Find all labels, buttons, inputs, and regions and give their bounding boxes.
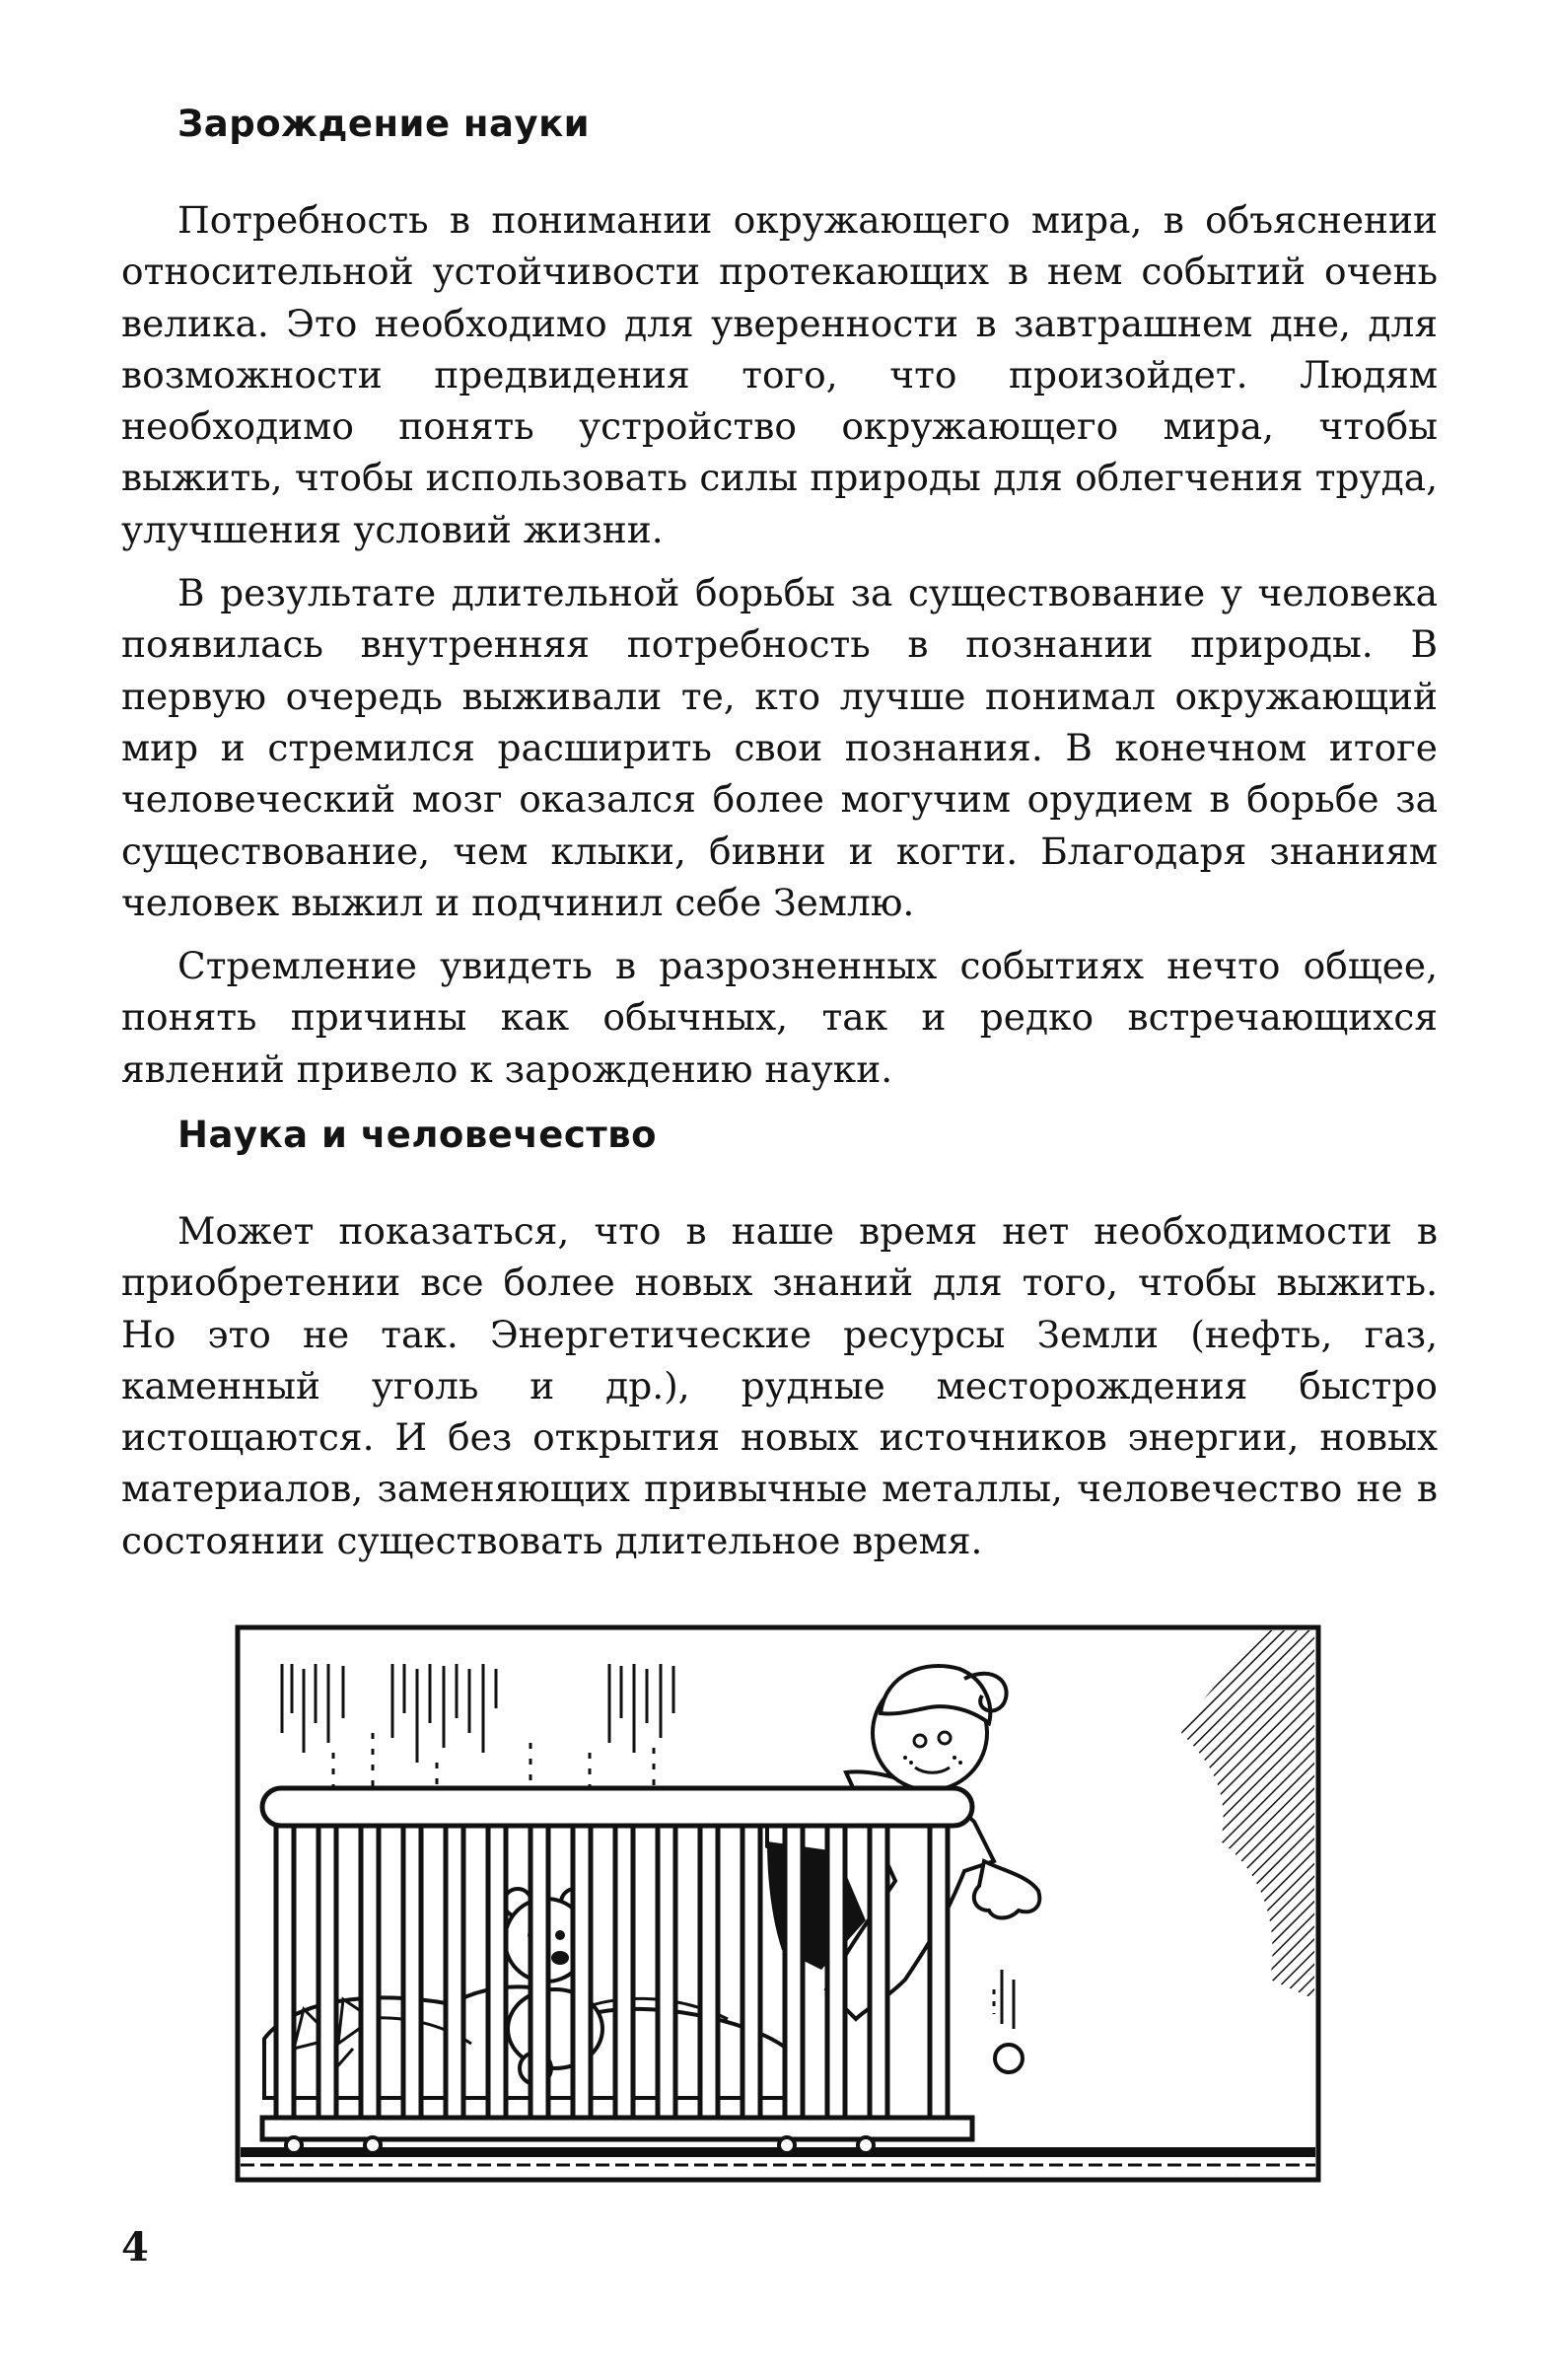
page-number: 4 [121, 2224, 149, 2271]
paragraph: Может показаться, что в наше время нет необходимости в приобретении все более новых знаний для того, чтобы выжить. Но это не так. Энергетические ресурсы Земли (нефть, газ, каменный уголь и др.), рудные месторождения быстро истощаются. И без открытия новых источников энергии, новых материалов, заменяющих привычные металлы, человечество не в состоянии существовать длительное время. [121, 1209, 1438, 1562]
crib-drawing [235, 1624, 1321, 2183]
section-body-science-and-humanity [121, 1205, 1438, 1566]
illustration-child-in-crib [235, 1624, 1321, 2183]
section-body-birth-of-science [121, 194, 1438, 1095]
section-heading-birth-of-science: Зарождение науки [177, 103, 591, 145]
crib-top-rail [262, 1788, 972, 1826]
paragraph: Потребность в понимании окружающего мира, в объяснении относительной устойчивости протекающих в нем событий очень велика. Это необходимо для уверенности в завтрашнем дне, для возможности предвидения того, что произойдет. Людям необходимо понять устройство окружающего мира, чтобы выжить, чтобы использовать силы природы для облегчения труда, улучшения условий жизни. [121, 198, 1438, 551]
section-heading-science-and-humanity: Наука и человечество [177, 1114, 658, 1156]
paragraph: Стремление увидеть в разрозненных событиях нечто общее, понять причины как обычных, так и редко встречающихся явлений привело к зарождению науки. [121, 944, 1438, 1091]
paragraph: В результате длительной борьбы за существование у человека появилась внутренняя потребность в познании природы. В первую очередь выживали те, кто лучше понимал окружающий мир и стремился расширить свои познания. В конечном итоге человеческий мозг оказался более могучим орудием в борьбе за существование, чем клыки, бивни и когти. Благодаря знаниям человек выжил и подчинил себе Землю. [121, 571, 1438, 924]
